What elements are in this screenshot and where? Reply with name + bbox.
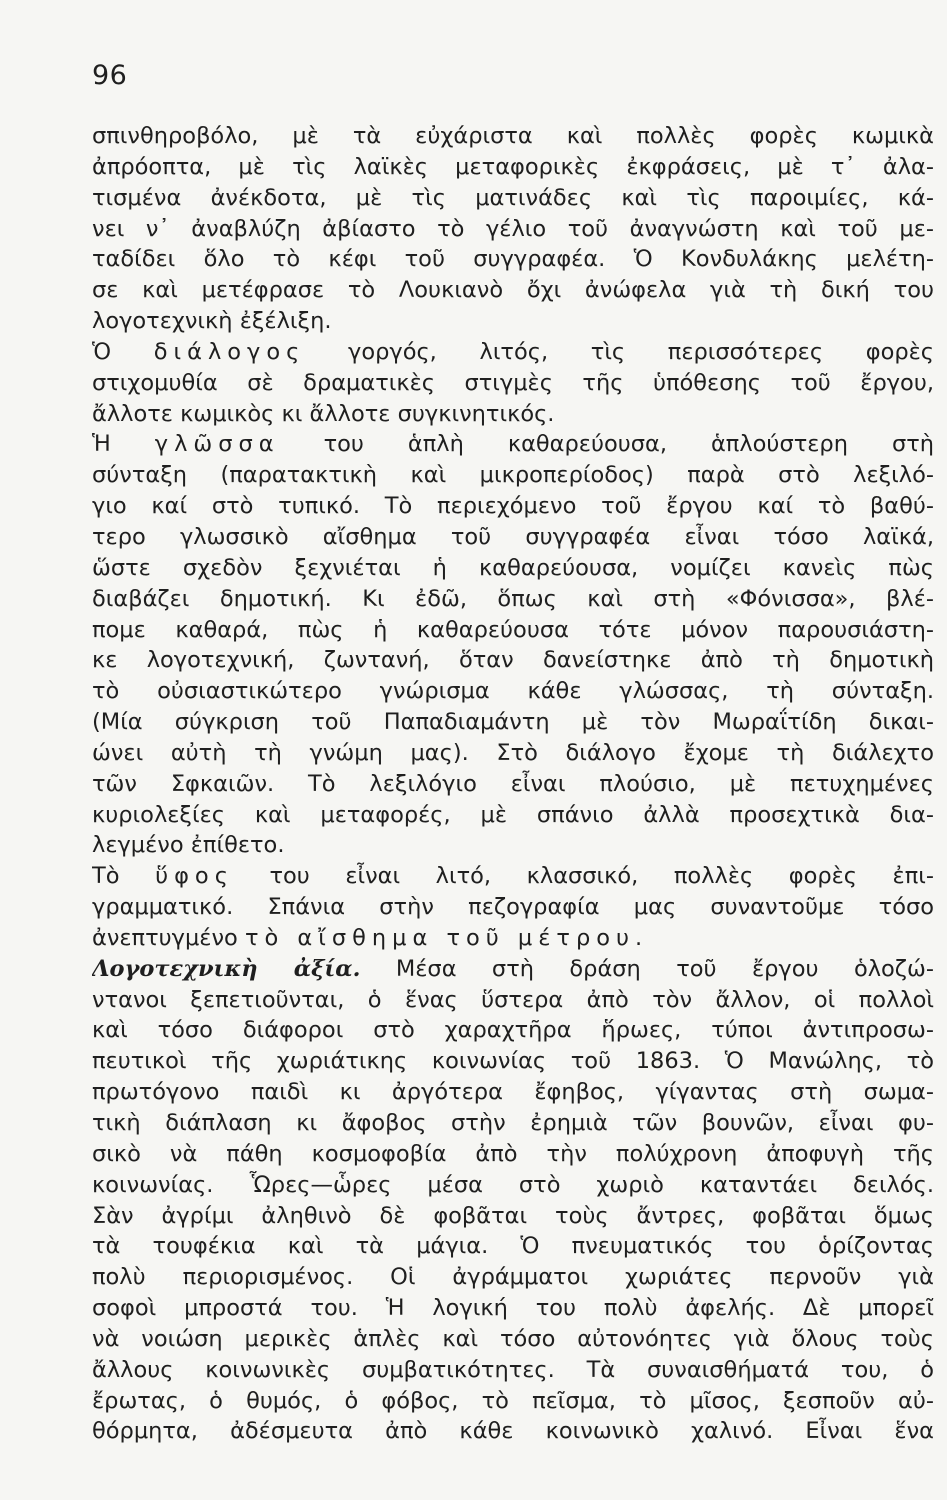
text-line xyxy=(92,707,934,738)
text-line xyxy=(92,830,934,861)
text-line xyxy=(92,183,934,214)
text-line xyxy=(92,214,934,245)
text-line xyxy=(92,645,934,676)
spaced-term: γλῶσσα xyxy=(154,431,280,458)
text-line xyxy=(92,152,934,183)
spaced-term: διάλογος xyxy=(153,338,306,365)
text-line xyxy=(92,1262,934,1293)
text-line xyxy=(92,800,934,831)
line-text: (Μία σύγκριση τοῦ Παπαδιαμάντη μὲ τὸν Μωραΐτίδη δικαι- xyxy=(92,709,934,736)
line-text: γοργός, λιτός, τὶς περισσότερες φορὲς xyxy=(305,338,934,365)
text-line xyxy=(92,306,934,337)
line-text: σικὸ νὰ πάθη κοσμοφοβία ἀπὸ τὴν πολύχρονη ἀποφυγὴ τῆς xyxy=(92,1140,934,1167)
line-text: ἔρωτας, ὁ θυμός, ὁ φόβος, τὸ πεῖσμα, τὸ μῖσος, ξεσποῦν αὐ- xyxy=(92,1387,934,1414)
text-line xyxy=(92,522,934,553)
line-text: στιχομυθία σὲ δραματικὲς στιγμὲς τῆς ὑπόθεσης τοῦ ἔργου, xyxy=(92,369,934,396)
line-text: σπινθηροβόλο, μὲ τὰ εὐχάριστα καὶ πολλὲς φορὲς κωμικὰ xyxy=(92,123,934,149)
text-line xyxy=(92,676,934,707)
line-text: τερο γλωσσικὸ αἴσθημα τοῦ συγγραφέα εἶναι τόσο λαϊκά, xyxy=(92,523,934,550)
line-text: Μέσα στὴ δράση τοῦ ἔργου ὁλοζώ- xyxy=(360,955,934,982)
text-line xyxy=(92,1015,934,1046)
line-text: ταδίδει ὅλο τὸ κέφι τοῦ συγγραφέα. Ὁ Κονδυλάκης μελέτη- xyxy=(92,246,934,273)
line-text: πευτικοὶ τῆς χωριάτικης κοινωνίας τοῦ 1863. Ὁ Μανώλης, τὸ xyxy=(92,1048,934,1075)
text-line xyxy=(92,954,934,985)
line-text: τισμένα ἀνέκδοτα, μὲ τὶς ματινάδες καὶ τὶς παροιμίες, κά- xyxy=(92,184,934,211)
text-line xyxy=(92,584,934,615)
line-text: πρωτόγονο παιδὶ κι ἀργότερα ἔφηβος, γίγαντας στὴ σωμα- xyxy=(92,1079,934,1106)
line-text: διαβάζει δημοτική. Κι ἐδῶ, ὅπως καὶ στὴ «Φόνισσα», βλέ- xyxy=(92,585,934,612)
text-line xyxy=(92,1139,934,1170)
line-text: καὶ τόσο διάφοροι στὸ χαραχτῆρα ἥρωες, τύποι ἀντιπροσω- xyxy=(92,1017,934,1044)
text-line xyxy=(92,769,934,800)
line-text: πολὺ περιορισμένος. Οἱ ἀγράμματοι χωριάτες περνοῦν γιὰ xyxy=(92,1264,934,1291)
text-line xyxy=(92,1355,934,1386)
body-text xyxy=(92,121,934,1447)
text-line xyxy=(92,491,934,522)
line-text: σε καὶ μετέφρασε τὸ Λουκιανὸ ὄχι ἀνώφελα γιὰ τὴ δική του xyxy=(92,277,934,304)
text-line xyxy=(92,1077,934,1108)
text-line xyxy=(92,923,934,954)
text-line xyxy=(92,121,934,152)
text-line xyxy=(92,985,934,1016)
text-line xyxy=(92,1108,934,1139)
line-text: ἀπρόοπτα, μὲ τὶς λαϊκὲς μεταφορικὲς ἐκφράσεις, μὲ τ᾿ ἀλα- xyxy=(92,153,934,180)
line-text: λεγμένο ἐπίθετο. xyxy=(92,832,285,859)
spaced-phrase: τὸ αἴσθημα τοῦ μέτρου. xyxy=(244,924,649,951)
text-line xyxy=(92,244,934,275)
line-text: ὥστε σχεδὸν ξεχνιέται ἡ καθαρεύουσα, νομίζει κανεὶς πὼς xyxy=(92,554,934,581)
line-text: τῶν Σφκαιῶν. Τὸ λεξιλόγιο εἶναι πλούσιο, μὲ πετυχημένες xyxy=(92,770,934,797)
line-text: ώνει αὐτὴ τὴ γνώμη μας). Στὸ διάλογο ἔχομε τὴ διάλεχτο xyxy=(92,739,934,766)
line-text: τὰ τουφέκια καὶ τὰ μάγια. Ὁ πνευματικός του ὁρίζοντας xyxy=(92,1233,934,1260)
text-line xyxy=(92,399,934,430)
text-line xyxy=(92,892,934,923)
text-line xyxy=(92,553,934,584)
text-line xyxy=(92,1293,934,1324)
line-text: σοφοὶ μπροστά του. Ἡ λογική του πολὺ ἀφελής. Δὲ μπορεῖ xyxy=(92,1295,934,1322)
text-line xyxy=(92,1201,934,1232)
line-text: του ἁπλὴ καθαρεύουσα, ἁπλούστερη στὴ xyxy=(279,431,934,458)
text-line xyxy=(92,1170,934,1201)
section-heading: Λογοτεχνικὴ ἀξία. xyxy=(92,955,361,982)
line-text: νει ν᾿ ἀναβλύζη ἀβίαστο τὸ γέλιο τοῦ ἀναγνώστη καὶ τοῦ με- xyxy=(92,215,934,242)
line-text: ἀνεπτυγμένο xyxy=(92,924,245,951)
line-text: γιο καί στὸ τυπικό. Τὸ περιεχόμενο τοῦ ἔργου καί τὸ βαθύ- xyxy=(92,493,934,520)
line-text: σύνταξη (παρατακτικὴ καὶ μικροπερίοδος) παρὰ στὸ λεξιλό- xyxy=(92,462,934,489)
text-line xyxy=(92,460,934,491)
line-lead: Τὸ xyxy=(92,863,156,890)
text-line xyxy=(92,615,934,646)
text-line xyxy=(92,429,934,460)
line-text: θόρμητα, ἀδέσμευτα ἀπὸ κάθε κοινωνικὸ χαλινό. Εἶναι ἕνα xyxy=(92,1418,934,1445)
text-line xyxy=(92,337,934,368)
line-lead: Ὁ xyxy=(92,338,154,365)
page-number: 96 xyxy=(92,60,128,91)
line-text: κοινωνίας. Ὧρες—ὧρες μέσα στὸ χωριὸ καταντάει δειλός. xyxy=(92,1171,934,1198)
line-text: κε λογοτεχνική, ζωντανή, ὅταν δανείστηκε ἀπὸ τὴ δημοτικὴ xyxy=(92,647,934,674)
line-text: ἄλλοτε κωμικὸς κι ἄλλοτε συγκινητικός. xyxy=(92,400,555,427)
line-text: πομε καθαρά, πὼς ἡ καθαρεύουσα τότε μόνον παρουσιάστη- xyxy=(92,616,934,643)
line-text: του εἶναι λιτό, κλασσικό, πολλὲς φορὲς ἐπι- xyxy=(233,863,934,890)
line-lead: Ἡ xyxy=(92,431,155,458)
line-text: ντανοι ξεπετιοῦνται, ὁ ἕνας ὕστερα ἀπὸ τὸν ἄλλον, οἱ πολλοὶ xyxy=(92,986,934,1013)
text-line xyxy=(92,368,934,399)
text-line xyxy=(92,1416,934,1447)
line-text: Σὰν ἀγρίμι ἀληθινὸ δὲ φοβᾶται τοὺς ἄντρες, φοβᾶται ὅμως xyxy=(92,1202,934,1229)
line-text: τικὴ διάπλαση κι ἄφοβος στὴν ἐρημιὰ τῶν βουνῶν, εἶναι φυ- xyxy=(92,1110,934,1136)
spaced-term: ὕφος xyxy=(155,863,234,890)
line-text: κυριολεξίες καὶ μεταφορές, μὲ σπάνιο ἀλλὰ προσεχτικὰ δια- xyxy=(92,801,934,828)
line-text: γραμματικό. Σπάνια στὴν πεζογραφία μας συναντοῦμε τόσο xyxy=(92,894,934,921)
text-line xyxy=(92,1324,934,1355)
line-text: τὸ οὐσιαστικώτερο γνώρισμα κάθε γλώσσας, τὴ σύνταξη. xyxy=(92,678,934,705)
text-line xyxy=(92,1231,934,1262)
line-text: νὰ νοιώση μερικὲς ἁπλὲς καὶ τόσο αὐτονόητες γιὰ ὅλους τοὺς xyxy=(92,1325,934,1352)
text-line xyxy=(92,861,934,892)
text-line xyxy=(92,275,934,306)
text-line xyxy=(92,738,934,769)
text-line xyxy=(92,1046,934,1077)
line-text: λογοτεχνικὴ ἐξέλιξη. xyxy=(92,308,332,335)
line-text: ἄλλους κοινωνικὲς συμβατικότητες. Τὰ συναισθήματά του, ὁ xyxy=(92,1356,934,1383)
text-line xyxy=(92,1386,934,1417)
